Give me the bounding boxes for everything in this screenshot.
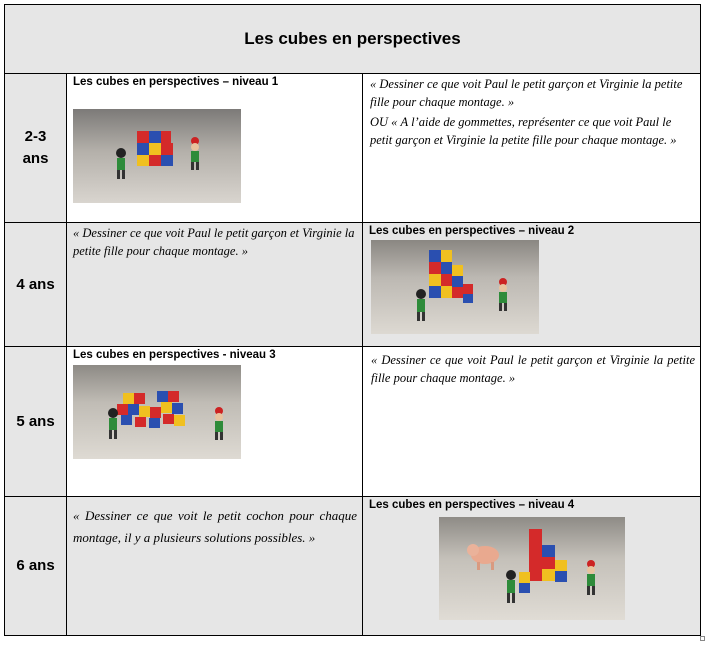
activity-table (4, 4, 701, 636)
age-cell (5, 223, 67, 346)
instruction-main: « Dessiner ce que voit Paul le petit garçon et Virginie la petite fille pour chaque montage. » (370, 77, 683, 109)
level-cell (67, 347, 363, 496)
photo-level-2 (371, 240, 539, 334)
table-row-level-1 (5, 73, 700, 222)
level-title: Les cubes en perspectives – niveau 4 (369, 499, 575, 511)
instruction-cell (67, 497, 363, 635)
age-cell (5, 74, 67, 222)
table-resize-handle[interactable] (700, 636, 705, 641)
photo-level-4 (439, 517, 625, 620)
age-label: 2-3 ans (22, 128, 49, 167)
instruction-text: « Dessiner ce que voit le petit cochon pour chaque montage, il y a plusieurs solutions possibles. » (73, 508, 357, 545)
age-label: 4 ans (16, 275, 55, 293)
instruction-text (370, 75, 690, 149)
age-cell (5, 497, 67, 635)
level-title: Les cubes en perspectives - niveau 3 (73, 349, 276, 361)
age-label: 6 ans (16, 557, 55, 574)
level-title: Les cubes en perspectives – niveau 2 (369, 225, 575, 237)
photo-level-1 (73, 109, 241, 203)
photo-level-3 (73, 365, 241, 459)
level-cell (67, 74, 363, 222)
table-title: Les cubes en perspectives (5, 5, 700, 73)
instruction-cell (363, 347, 700, 496)
age-cell (5, 347, 67, 496)
instruction-cell (363, 74, 700, 222)
level-cell (363, 497, 700, 635)
level-cell (363, 223, 700, 346)
instruction-text: « Dessiner ce que voit Paul le petit garçon et Virginie la petite fille pour chaque montage. » (371, 353, 695, 385)
instruction-alternative: OU « A l’aide de gommettes, représenter ce que voit Paul le petit garçon et Virginie la petite fille pour chaque montage. » (370, 115, 677, 147)
table-row-level-2 (5, 222, 700, 346)
age-label: 5 ans (16, 412, 55, 430)
table-row-level-4 (5, 496, 700, 635)
level-title: Les cubes en perspectives – niveau 1 (73, 76, 279, 88)
instruction-cell (67, 223, 363, 346)
instruction-text: « Dessiner ce que voit Paul le petit garçon et Virginie la petite fille pour chaque montage. » (73, 226, 355, 258)
table-row-level-3 (5, 346, 700, 496)
